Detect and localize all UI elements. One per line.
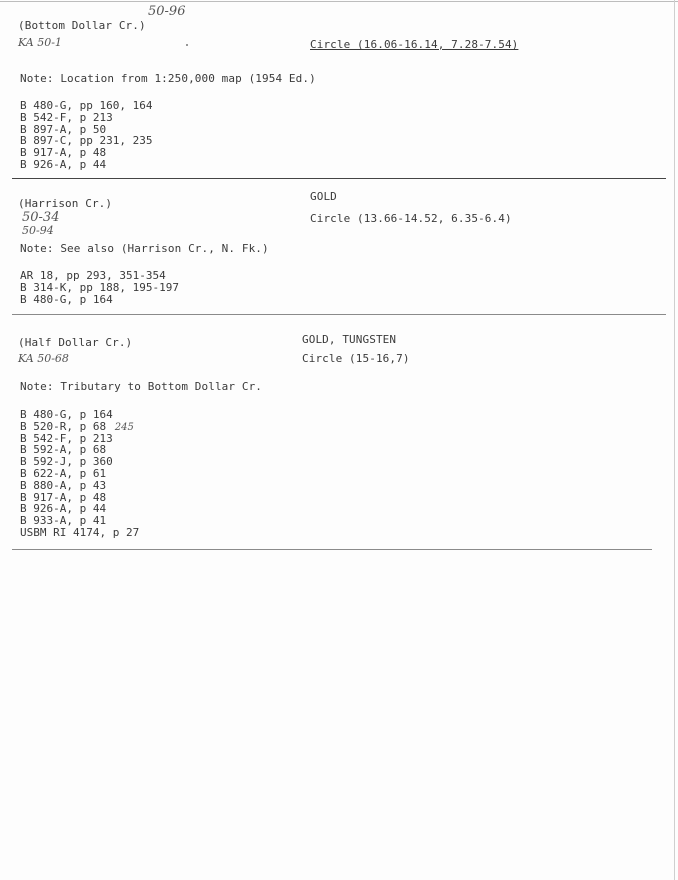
reference-item: B 480-G, p 164 [20,408,113,421]
reference-list [20,409,139,539]
card-divider [12,178,666,179]
location-circle: Circle (15-16,7) [302,352,410,365]
reference-list [20,100,152,171]
reference-item: B 622-A, p 61 [20,466,107,480]
ink-speck [186,44,188,46]
location-circle: Circle (16.06-16.14, 7.28-7.54) [310,38,519,51]
handwritten-number: 50-96 [148,4,186,19]
reference-item: B 592-A, p 68 [20,443,107,457]
location-circle: Circle (13.66-14.52, 6.35-6.4) [310,212,512,225]
handwritten-code: KA 50-1 [18,36,62,49]
reference-list [20,270,179,305]
creek-name: (Bottom Dollar Cr.) [18,19,146,32]
note-text: Note: Tributary to Bottom Dollar Cr. [20,380,263,393]
reference-item: B 542-F, p 213 [20,431,113,445]
commodity: GOLD, TUNGSTEN [302,333,397,346]
commodity: GOLD [310,190,337,203]
reference-item: B 542-F, p 213 [20,110,113,124]
reference-text: B 520-R, p 68 [20,419,107,433]
reference-item: B 480-G, pp 160, 164 [20,99,153,112]
reference-item: B 880-A, p 43 [20,478,107,492]
reference-item: B 897-C, pp 231, 235 [20,134,153,148]
handwritten-number: 50-34 [22,210,60,225]
note-text: Note: See also (Harrison Cr., N. Fk.) [20,242,269,255]
note-text: Note: Location from 1:250,000 map (1954 Ed.) [20,72,316,85]
reference-item: B 314-K, pp 188, 195-197 [20,280,179,294]
reference-item: B 897-A, p 50 [20,122,107,136]
reference-item: B 926-A, p 44 [20,157,107,171]
handwritten-code: KA 50-68 [18,352,69,365]
handwritten-page-annotation: 245 [114,421,134,433]
handwritten-code: 50-94 [22,224,54,237]
reference-item: USBM RI 4174, p 27 [20,525,140,539]
card-divider [12,549,652,550]
reference-item [20,421,139,433]
reference-item: B 917-A, p 48 [20,146,107,160]
creek-name: (Half Dollar Cr.) [18,336,133,349]
reference-item: B 926-A, p 44 [20,502,107,516]
reference-item: B 480-G, p 164 [20,292,113,306]
reference-item: B 592-J, p 360 [20,455,113,469]
page-right-edge [674,0,675,880]
page-top-edge [0,1,678,2]
creek-name: (Harrison Cr.) [18,197,113,210]
reference-item: B 933-A, p 41 [20,514,107,528]
reference-item: B 917-A, p 48 [20,490,107,504]
card-divider [12,314,666,315]
reference-item: AR 18, pp 293, 351-354 [20,269,166,282]
